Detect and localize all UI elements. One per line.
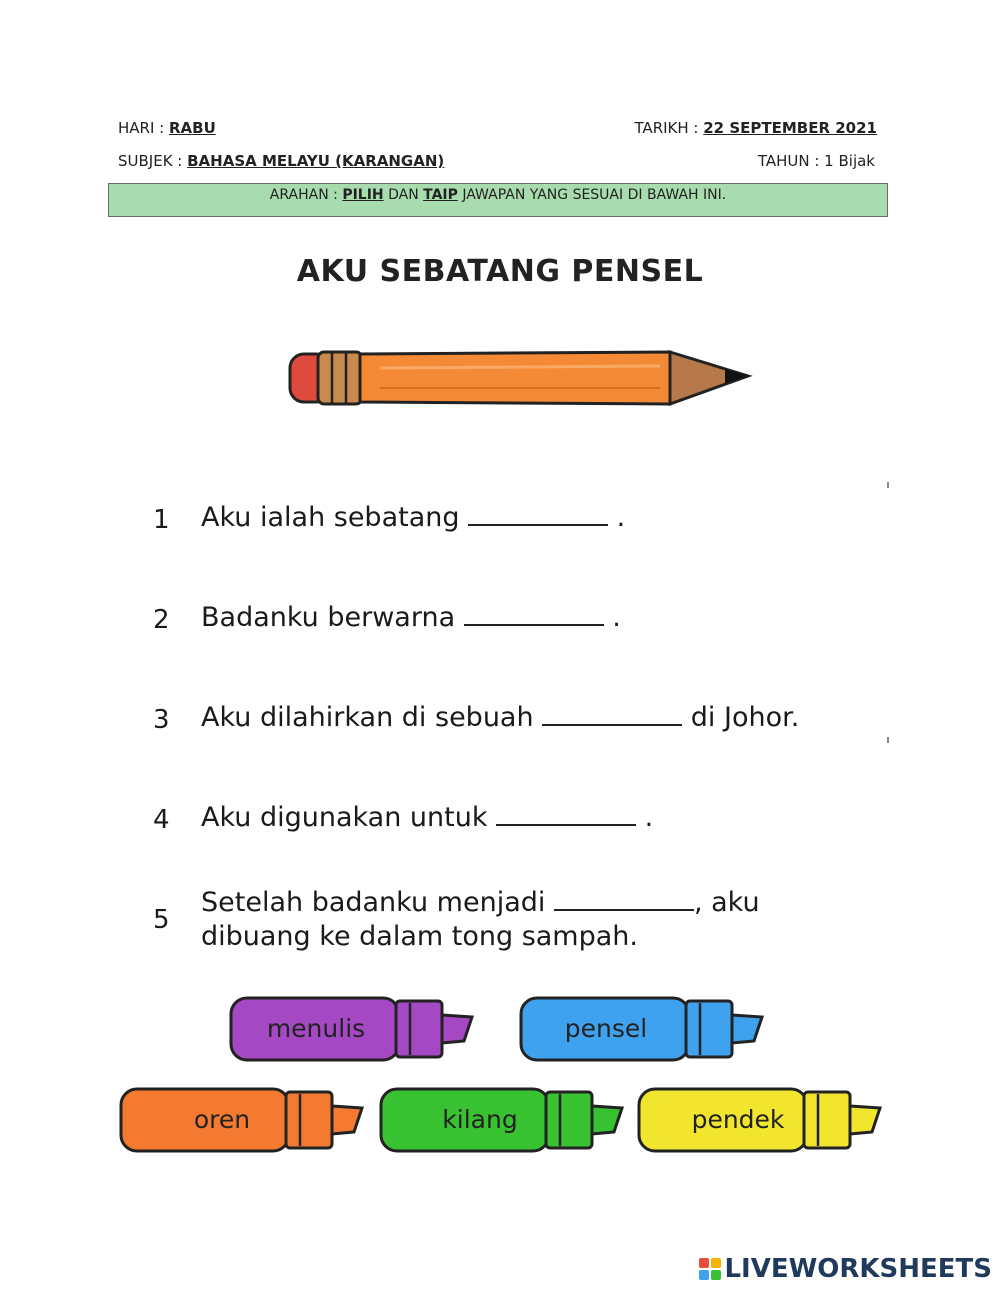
question-number: 4: [153, 805, 170, 835]
question-text-end: di Johor.: [682, 702, 800, 733]
question-text-line2: dibuang ke dalam tong sampah.: [201, 921, 638, 952]
logo-square: [711, 1258, 721, 1268]
question-text-end: .: [603, 602, 621, 633]
question-text: Aku ialah sebatang: [201, 502, 469, 533]
answer-chip-oren[interactable]: [118, 1086, 370, 1154]
answer-label: kilang: [442, 1105, 518, 1134]
question-text: Setelah badanku menjadi: [201, 887, 554, 918]
answer-label: pensel: [564, 1014, 648, 1043]
answer-label: pendek: [691, 1105, 785, 1134]
question-5: [201, 886, 760, 954]
subjek-field: [118, 152, 444, 170]
question-text-end: .: [636, 802, 654, 833]
instruction-mid: DAN: [383, 187, 424, 203]
instruction-bar: [108, 183, 888, 217]
answer-blank[interactable]: [554, 887, 694, 911]
marker-cap: [286, 1092, 332, 1148]
pencil-icon: [280, 342, 760, 414]
question-text: Badanku berwarna: [201, 602, 464, 633]
marker-tip: [592, 1106, 622, 1134]
marker-tip: [332, 1106, 362, 1134]
answer-chip-menulis[interactable]: [228, 995, 480, 1063]
marker-tip: [732, 1015, 762, 1043]
tarikh-field: [634, 119, 877, 137]
question-text-end: .: [608, 502, 626, 533]
question-text: Aku digunakan untuk: [201, 802, 497, 833]
liveworksheets-logo[interactable]: [699, 1254, 992, 1284]
question-number: 1: [153, 505, 170, 535]
answer-chip-kilang[interactable]: [378, 1086, 630, 1154]
answer-blank[interactable]: [464, 602, 604, 626]
answer-chip-pensel[interactable]: [518, 995, 770, 1063]
logo-square: [699, 1258, 709, 1268]
page-title: AKU SEBATANG PENSEL: [296, 254, 704, 289]
logo-text: LIVEWORKSHEETS: [724, 1254, 992, 1284]
logo-square: [711, 1270, 721, 1280]
question-number: 5: [153, 905, 170, 935]
subjek-value: BAHASA MELAYU (KARANGAN): [187, 152, 445, 170]
question-number: 3: [153, 705, 170, 735]
logo-grid-icon: [699, 1258, 721, 1280]
answer-chip-pendek[interactable]: [636, 1086, 888, 1154]
scan-mark: [887, 737, 889, 743]
marker-tip: [850, 1106, 880, 1134]
instruction-word-taip: TAIP: [423, 187, 458, 203]
marker-cap: [686, 1001, 732, 1057]
marker-cap: [804, 1092, 850, 1148]
tahun-field: TAHUN : 1 Bijak: [757, 152, 875, 170]
instruction-prefix: ARAHAN :: [269, 187, 343, 203]
subjek-label: SUBJEK :: [118, 152, 188, 170]
question-2: [201, 602, 621, 633]
question-text: Aku dilahirkan di sebuah: [201, 702, 543, 733]
hari-value: RABU: [168, 119, 216, 137]
answer-blank[interactable]: [468, 502, 608, 526]
hari-field: [118, 119, 216, 137]
marker-tip: [442, 1015, 472, 1043]
instruction-word-pilih: PILIH: [342, 187, 384, 203]
question-number: 2: [153, 605, 170, 635]
question-text-end: , aku: [693, 887, 760, 918]
question-1: [201, 502, 625, 533]
hari-label: HARI :: [118, 119, 169, 137]
logo-square: [699, 1270, 709, 1280]
question-4: [201, 802, 653, 833]
tarikh-value: 22 SEPTEMBER 2021: [703, 119, 877, 137]
answer-label: oren: [193, 1105, 251, 1134]
tarikh-label: TARIKH :: [634, 119, 704, 137]
marker-cap: [396, 1001, 442, 1057]
answer-label: menulis: [266, 1014, 366, 1043]
answer-blank[interactable]: [496, 802, 636, 826]
question-3: [201, 702, 799, 733]
marker-cap: [546, 1092, 592, 1148]
scan-mark: [887, 482, 889, 488]
answer-blank[interactable]: [542, 702, 682, 726]
instruction-suffix: JAWAPAN YANG SESUAI DI BAWAH INI.: [457, 187, 727, 203]
